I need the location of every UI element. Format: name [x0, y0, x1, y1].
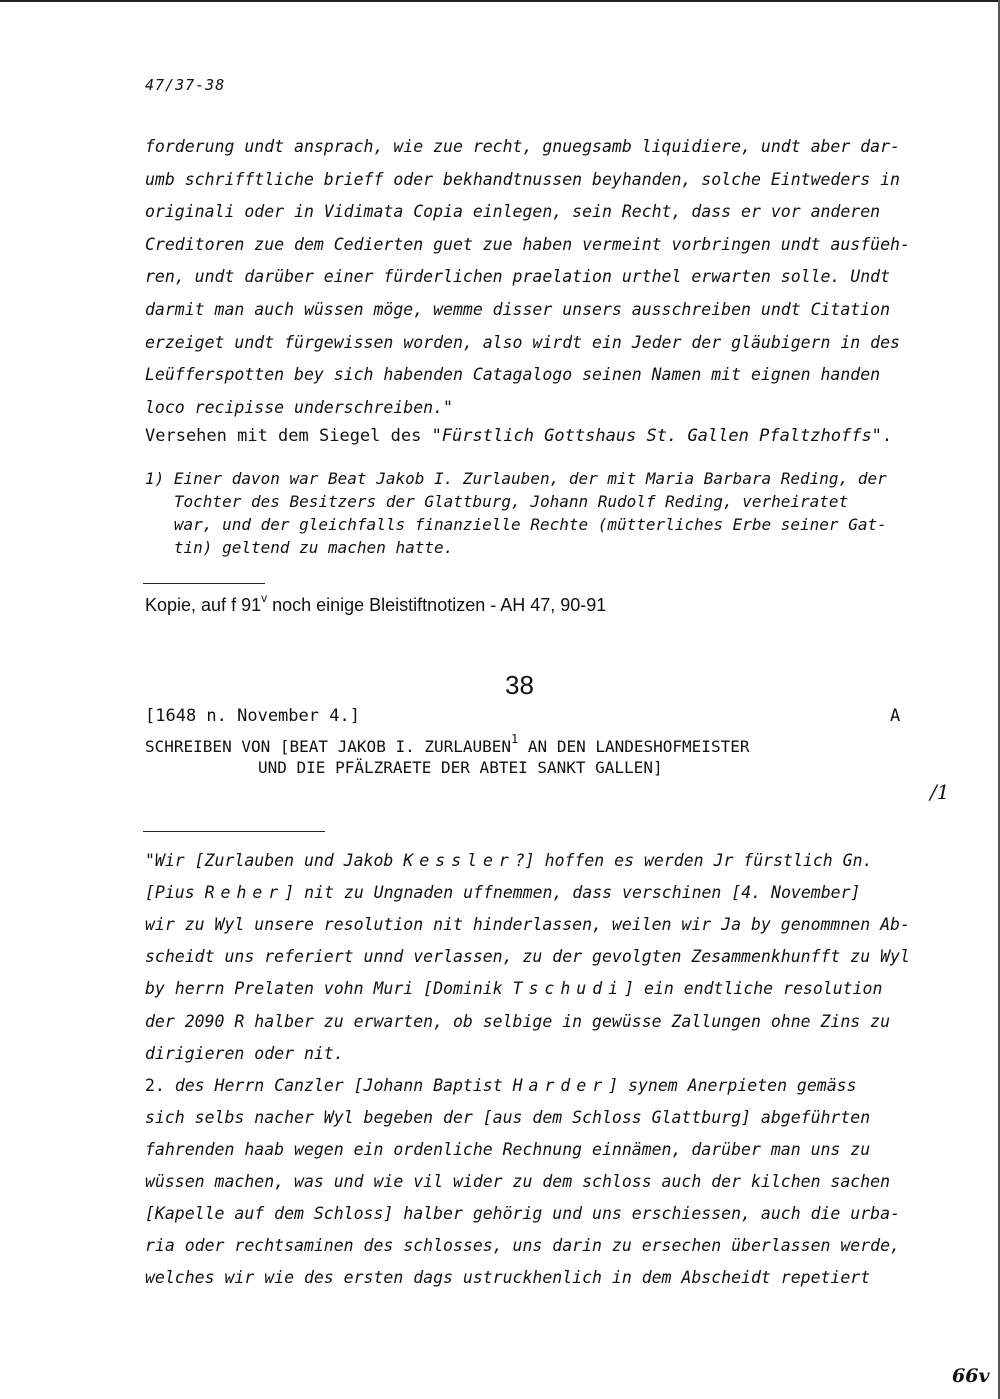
body-line: [145, 1140, 870, 1159]
intro-line: originali oder in Vidimata Copia einlegen, sein Recht, dass er vor anderen: [145, 202, 881, 222]
section-separator: [143, 831, 325, 832]
body-text: ] synem Anerpieten gemäss: [608, 1075, 857, 1095]
margin-mark: /1: [930, 780, 950, 804]
body-text: by herrn Prelaten vohn Muri [Dominik: [145, 979, 513, 999]
body-text: ] ein endtliche resolution: [624, 979, 883, 999]
body-text: ] nit zu Ungnaden uffnemmen, dass verschinen [4. November]: [284, 883, 861, 903]
body-text: fahrenden haab wegen ein ordenliche Rechnung einnämen, darüber man uns zu: [145, 1139, 871, 1159]
spaced-name: Kessler: [403, 851, 515, 870]
body-line: [145, 915, 910, 934]
copy-note: [145, 591, 607, 616]
body-text: ?] hoffen es werden Jr fürstlich Gn.: [514, 851, 873, 870]
body-line: [145, 947, 910, 966]
body-line: [145, 1044, 344, 1063]
body-text: 2.: [145, 1075, 175, 1095]
body-line: [145, 1236, 900, 1255]
body-text: ria oder rechtsaminen des schlosses, uns darin zu ersechen überlassen werde,: [145, 1236, 900, 1256]
footnote-line: war, und der gleichfalls finanzielle Rechte (mütterliches Erbe seiner Gat-: [145, 515, 887, 534]
copy-note-source: noch einige Bleistiftnotizen - AH 47, 90-91: [267, 595, 607, 615]
heading-line-1: [145, 732, 750, 756]
footnote-line: tin) geltend zu machen hatte.: [145, 538, 454, 557]
body-text: "Wir [Zurlauben und Jakob: [145, 851, 404, 870]
heading-text-1: SCHREIBEN VON [BEAT JAKOB I. ZURLAUBEN: [145, 737, 512, 756]
intro-line: forderung undt ansprach, wie zue recht, gnuegsamb liquidiere, undt aber dar-: [145, 137, 900, 156]
body-text: wüssen machen, was und wie vil wider zu dem schloss auch der kilchen sachen: [145, 1172, 891, 1191]
body-text: scheidt uns referiert unnd verlassen, zu der gevolgten Zesammenkhunfft zu Wyl: [145, 947, 910, 967]
body-text: dirigieren oder nit.: [145, 1043, 344, 1063]
intro-line: ren, undt darüber einer fürderlichen praelation urthel erwarten solle. Undt: [145, 267, 891, 287]
copy-note-superscript: v: [261, 591, 268, 605]
seal-suffix: .: [881, 426, 893, 446]
seal-prefix: Versehen mit dem Siegel des: [145, 426, 432, 446]
intro-line: umb schrifftliche brieff oder bekhandtnussen beyhanden, solche Eintweders in: [145, 169, 900, 189]
page-reference: 47/37-38: [145, 76, 226, 94]
body-text: [Kapelle auf dem Schloss] halber gehörig und uns erschiessen, auch die urba-: [145, 1204, 900, 1224]
intro-line: loco recipisse underschreiben.": [145, 397, 453, 417]
intro-line: darmit man auch wüssen möge, wemme disser unsers ausschreiben undt Citation: [145, 300, 891, 319]
form-letter: A: [890, 706, 901, 726]
body-line: [145, 1076, 857, 1095]
intro-line: Creditoren zue dem Cedierten guet zue haben vermeint vorbringen undt ausfüeh-: [145, 234, 910, 254]
heading-superscript: 1: [511, 732, 519, 746]
spaced-name: Harder: [512, 1075, 609, 1095]
body-text: [Pius: [145, 883, 205, 903]
document-number: 38: [505, 670, 534, 700]
folio-mark: 66v: [952, 1365, 990, 1387]
body-line: [145, 1012, 890, 1031]
body-text: des Herrn Canzler [Johann Baptist: [174, 1075, 513, 1095]
body-line: [145, 883, 860, 902]
body-text: der 2090 R halber zu erwarten, ob selbige in gewüsse Zallungen ohne Zins zu: [145, 1011, 891, 1031]
heading-text-1b: AN DEN LANDESHOFMEISTER: [518, 737, 750, 756]
spaced-name: Reher: [204, 883, 285, 903]
document-date: [1648 n. November 4.]: [145, 706, 360, 726]
body-line: [145, 851, 872, 870]
body-line: [145, 1108, 870, 1127]
seal-quote: "Fürstlich Gottshaus St. Gallen Pfaltzhoffs": [431, 426, 882, 446]
intro-line: Leüfferspotten bey sich habenden Catagalogo seinen Namen mit eignen handen: [145, 365, 881, 385]
page-border-top: [0, 0, 1000, 2]
body-line: [145, 1204, 900, 1223]
heading-line-2: UND DIE PFÄLZRAETE DER ABTEI SANKT GALLEN]: [258, 758, 663, 777]
seal-line: [145, 426, 892, 446]
body-line: [145, 1268, 870, 1287]
body-line: [145, 979, 882, 998]
footnote-line: 1) Einer davon war Beat Jakob I. Zurlauben, der mit Maria Barbara Reding, der: [145, 469, 887, 488]
body-text: wir zu Wyl unsere resolution nit hinderlassen, weilen wir Ja by genommnen Ab-: [145, 915, 910, 935]
body-text: welches wir wie des ersten dags ustruckhenlich in dem Abscheidt repetiert: [145, 1268, 871, 1288]
footnote-separator: [143, 583, 265, 584]
body-line: [145, 1172, 890, 1191]
body-text: sich selbs nacher Wyl begeben der [aus dem Schloss Glattburg] abgeführten: [145, 1107, 871, 1127]
intro-line: erzeiget undt fürgewissen worden, also wirdt ein Jeder der gläubigern in des: [145, 332, 900, 352]
spaced-name: Tschudi: [512, 979, 625, 999]
footnote-line: Tochter des Besitzers der Glattburg, Johann Rudolf Reding, verheiratet: [145, 492, 849, 511]
copy-note-text: Kopie, auf f 91: [145, 595, 262, 615]
